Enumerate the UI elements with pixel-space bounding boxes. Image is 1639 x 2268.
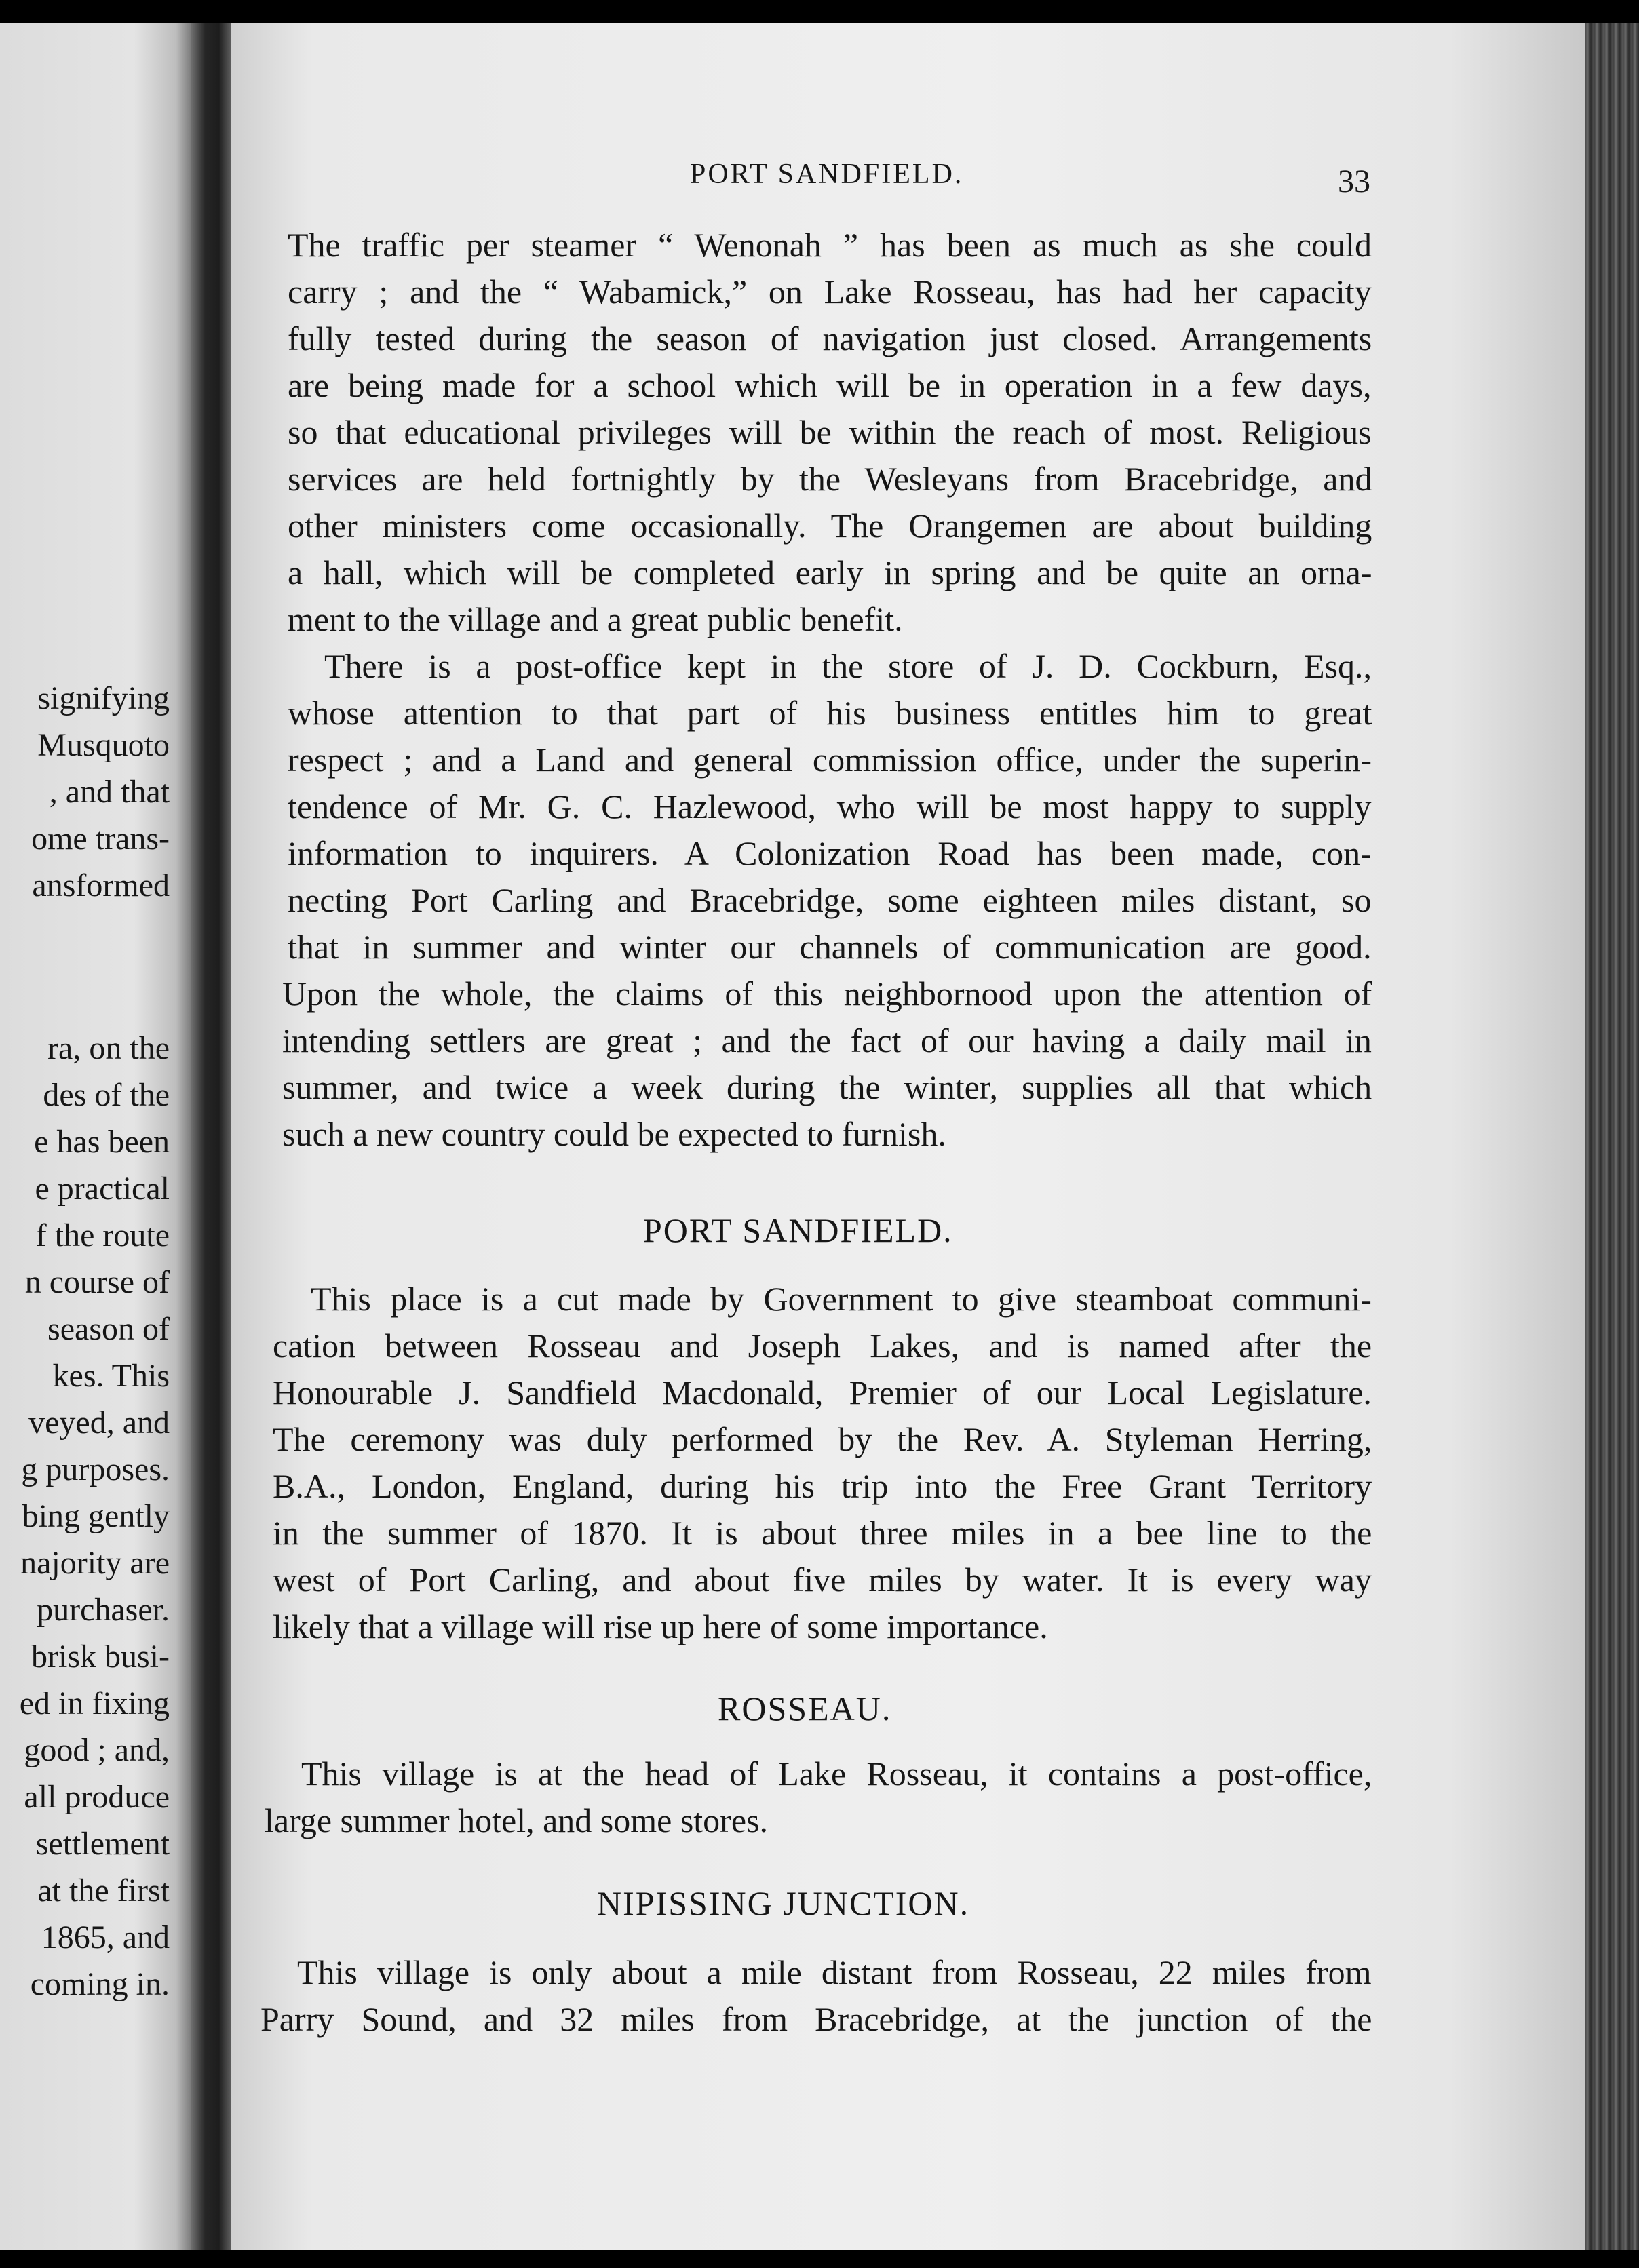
left-page-line: brisk busi- (31, 1639, 170, 1675)
body-text-line: other ministers come occasionally. The Orangemen are about building (288, 507, 1372, 545)
scan-bottom-border (0, 2250, 1639, 2268)
left-page-line: settlement (35, 1826, 170, 1862)
body-text-line: so that educational privileges will be within the reach of most. Religious (288, 413, 1372, 451)
left-page-line: good ; and, (24, 1732, 170, 1768)
body-text-line: a hall, which will be completed early in spring and be quite an orna- (288, 553, 1372, 591)
body-text-line: B.A., London, England, during his trip into the Free Grant Territory (273, 1467, 1372, 1505)
body-text-line: in the summer of 1870. It is about three miles in a bee line to the (273, 1514, 1372, 1552)
left-page-line: e practical (35, 1171, 170, 1207)
left-page-line: ansformed (32, 867, 170, 903)
body-text-line: information to inquirers. A Colonization Road has been made, con- (288, 834, 1372, 872)
left-page-line: Musquoto (37, 727, 170, 763)
body-text-line: This village is at the head of Lake Rosseau, it contains a post-office, (301, 1755, 1372, 1793)
body-text-line: ment to the village and a great public benefit. (288, 600, 903, 638)
scan-top-border (0, 0, 1639, 23)
body-text-line: tendence of Mr. G. C. Hazlewood, who will be most happy to supply (288, 787, 1372, 825)
left-page-line: kes. This (52, 1358, 170, 1394)
left-page-line: purchaser. (37, 1592, 170, 1628)
body-text-line: respect ; and a Land and general commission office, under the superin- (288, 741, 1372, 779)
body-text-line: There is a post-office kept in the store of J. D. Cockburn, Esq., (324, 647, 1372, 685)
left-page-line: f the route (35, 1217, 170, 1253)
left-page-line: 1865, and (41, 1919, 170, 1955)
left-page-line: najority are (20, 1545, 170, 1581)
left-page-line: g purposes. (21, 1451, 170, 1487)
left-page-line: des of the (43, 1077, 170, 1113)
body-text-line: This place is a cut made by Government to give steamboat communi- (311, 1280, 1372, 1318)
left-page-line: ed in fixing (19, 1685, 170, 1721)
body-text-line: that in summer and winter our channels of communication are good. (288, 928, 1372, 966)
left-page-line: e has been (34, 1124, 170, 1160)
body-text-line: whose attention to that part of his business entitles him to great (288, 694, 1372, 732)
left-page-line: bing gently (22, 1498, 170, 1534)
body-text-line: such a new country could be expected to furnish. (282, 1115, 946, 1153)
section-heading: ROSSEAU. (718, 1689, 892, 1727)
body-text-line: The ceremony was duly performed by the Rev. A. Styleman Herring, (273, 1420, 1372, 1458)
left-page-line: veyed, and (28, 1405, 170, 1441)
left-page-line: n course of (24, 1264, 170, 1300)
body-text-line: intending settlers are great ; and the fact of our having a daily mail in (282, 1021, 1372, 1059)
body-text-line: likely that a village will rise up here of some importance. (273, 1607, 1048, 1645)
page-number: 33 (1338, 163, 1370, 199)
left-page-line: coming in. (30, 1966, 170, 2002)
left-page (0, 23, 191, 2250)
body-text-line: large summer hotel, and some stores. (265, 1801, 768, 1839)
body-text-line: cation between Rosseau and Joseph Lakes, and is named after the (273, 1327, 1372, 1365)
body-text-line: necting Port Carling and Bracebridge, some eighteen miles distant, so (288, 881, 1372, 919)
body-text-line: Upon the whole, the claims of this neighbornood upon the attention of (282, 975, 1372, 1013)
body-text-line: services are held fortnightly by the Wesleyans from Bracebridge, and (288, 460, 1372, 498)
left-page-line: all produce (24, 1779, 170, 1815)
left-page-line: ra, on the (47, 1030, 170, 1066)
left-page-line: ome trans- (31, 821, 170, 857)
left-page-line: signifying (37, 680, 170, 716)
body-text-line: are being made for a school which will be in operation in a few days, (288, 366, 1372, 404)
body-text-line: The traffic per steamer “ Wenonah ” has been as much as she could (288, 226, 1372, 264)
page-edge (1585, 23, 1639, 2250)
body-text-line: west of Port Carling, and about five miles by water. It is every way (273, 1561, 1372, 1599)
left-page-line: at the first (37, 1873, 170, 1909)
body-text-line: summer, and twice a week during the winter, supplies all that which (282, 1068, 1372, 1106)
section-heading: NIPISSING JUNCTION. (597, 1884, 970, 1922)
body-text-line: carry ; and the “ Wabamick,” on Lake Rosseau, has had her capacity (288, 273, 1372, 311)
body-text-line: Parry Sound, and 32 miles from Bracebridge, at the junction of the (261, 2000, 1372, 2038)
body-text-line: fully tested during the season of navigation just closed. Arrangements (288, 319, 1372, 357)
left-page-line: , and that (49, 774, 170, 810)
running-head: PORT SANDFIELD. (690, 159, 964, 190)
body-text-line: Honourable J. Sandfield Macdonald, Premier of our Local Legislature. (273, 1373, 1372, 1411)
section-heading: PORT SANDFIELD. (643, 1211, 953, 1249)
left-page-line: season of (47, 1311, 170, 1347)
book-gutter (191, 23, 231, 2250)
body-text-line: This village is only about a mile distant from Rosseau, 22 miles from (297, 1953, 1372, 1991)
